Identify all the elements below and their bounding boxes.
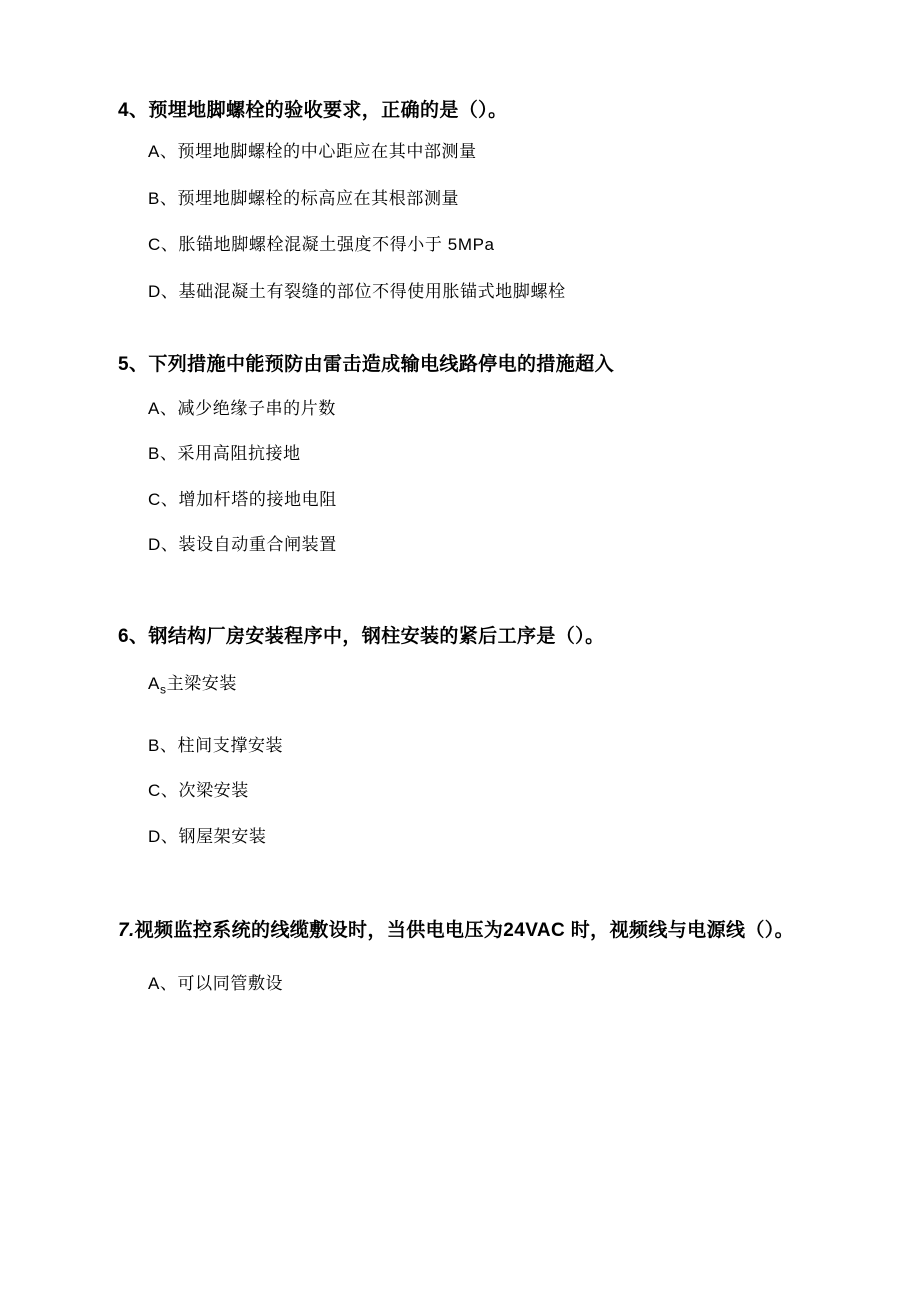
question-number-6: 6、 [118,625,149,647]
option-item[interactable]: C、增加杆塔的接地电阻 [148,489,337,509]
question-text-6: 钢结构厂房安装程序中，钢柱安装的紧后工序是（）。 [148,625,605,647]
options-list-5 [118,396,842,558]
options-list-7 [118,971,842,997]
question-block-6 [118,622,842,849]
option-item[interactable]: A、减少绝缘子串的片数 [148,398,336,418]
section-spacer [118,304,842,350]
question-block-7 [118,913,842,997]
option-item[interactable]: B、预埋地脚螺栓的标高应在其根部测量 [148,188,460,208]
question-number-5: 5、 [118,354,149,376]
option-item[interactable]: A、预埋地脚螺栓的中心距应在其中部测量 [148,142,477,162]
option-item[interactable]: B、柱间支撑安装 [148,735,284,755]
option-item[interactable]: D、基础混凝土有裂缝的部位不得使用胀锚式地脚螺栓 [148,281,566,301]
question-stem-7 [118,913,842,949]
options-list-6 [118,671,842,849]
option-item[interactable] [118,671,842,698]
options-list-4 [118,139,842,304]
option-item[interactable]: C、胀锚地脚螺栓混凝土强度不得小于 5MPa [148,235,495,255]
question-text-4: 预埋地脚螺栓的验收要求，正确的是（）。 [148,100,508,121]
question-stem-6 [118,622,842,651]
question-number-4: 4、 [118,100,149,121]
question-number-7: 7. [118,920,135,942]
question-block-5 [118,350,842,557]
question-text-7: 视频监控系统的线缆敷设时，当供电电压为24VAC 时，视频线与电源线（）。 [134,920,795,942]
option-text: 主梁安装 [166,674,237,694]
question-text-5: 下列措施中能预防由雷击造成输电线路停电的措施超入 [148,354,614,376]
question-stem-4 [118,96,842,125]
option-item[interactable]: C、次梁安装 [148,781,249,801]
option-item[interactable]: D、装设自动重合闸装置 [148,535,337,555]
option-item[interactable]: D、钢屋架安装 [148,826,267,846]
option-item[interactable]: B、采用高阻抗接地 [148,444,301,464]
section-spacer [118,869,842,913]
question-block-4 [118,96,842,304]
option-letter-sub: s [159,682,167,697]
section-spacer [118,578,842,622]
question-stem-5 [118,350,842,379]
option-letter: A [148,674,160,694]
option-item[interactable]: A、可以同管敷设 [148,974,284,994]
